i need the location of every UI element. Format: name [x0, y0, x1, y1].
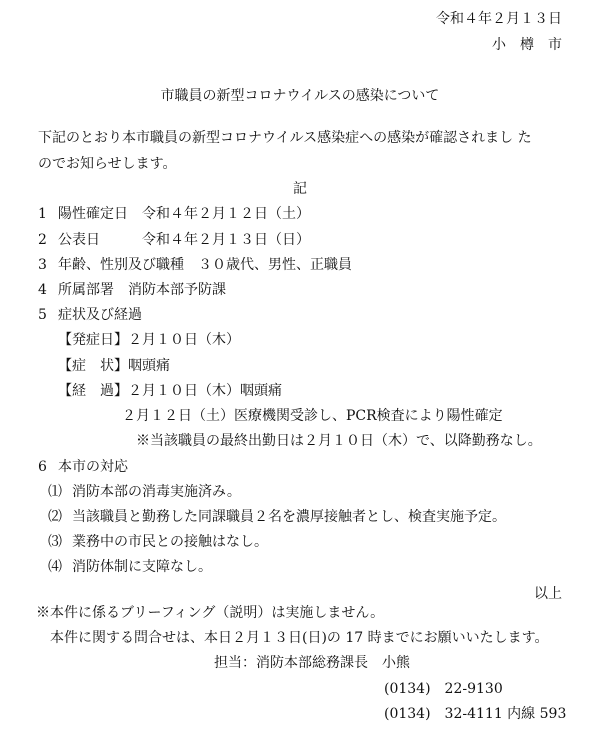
inquiry-note: 本件に関する問合せは、本日２月１３日(日)の 17 時までにお願いいたします。 — [50, 630, 549, 646]
response-item: 当該職員と勤務した同課職員２名を濃厚接触者とし、検査実施予定。 — [72, 509, 506, 525]
ki-heading: 記 — [293, 181, 307, 197]
item-number: 2 — [38, 232, 47, 248]
item-number: 3 — [38, 257, 47, 273]
item-department: 所属部署 消防本部予防課 — [58, 282, 226, 298]
symptom-course-3: ※当該職員の最終出勤日は２月１０日（木）で、以降勤務なし。 — [136, 433, 542, 449]
symptom-course-2: ２月１２日（土）医療機関受診し、PCR検査により陽性確定 — [122, 408, 503, 424]
item-number: 4 — [38, 282, 47, 298]
briefing-note: ※本件に係るブリーフィング（説明）は実施しません。 — [36, 605, 385, 621]
symptom-course-1: 【経 過】２月１０日（木）咽頭痛 — [58, 383, 282, 399]
document-title: 市職員の新型コロナウイルスの感染について — [160, 88, 440, 104]
intro-line-2: のでお知らせします。 — [38, 156, 177, 172]
response-number: ⑴ — [48, 484, 62, 500]
contact-phone-2: (0134) 32-4111 内線 593 — [384, 706, 567, 722]
item-age-gender-role: 年齢、性別及び職種 ３０歳代、男性、正職員 — [58, 257, 352, 273]
response-item: 消防本部の消毒実施済み。 — [72, 484, 241, 500]
response-heading: 本市の対応 — [58, 459, 128, 475]
response-item: 業務中の市民との接触はなし。 — [72, 534, 268, 550]
response-number: ⑵ — [48, 509, 62, 525]
response-item: 消防体制に支障なし。 — [72, 559, 212, 575]
contact-phone-1: (0134) 22-9130 — [384, 681, 503, 697]
item-positive-date: 陽性確定日 令和４年２月１２日（土） — [58, 206, 310, 222]
response-number: ⑶ — [48, 534, 62, 550]
issue-date: 令和４年２月１３日 — [436, 11, 562, 27]
issuer-name: 小 樽 市 — [492, 37, 562, 53]
closing-mark: 以上 — [534, 586, 562, 602]
item-symptoms-heading: 症状及び経過 — [58, 307, 142, 323]
item-publication-date: 公表日 令和４年２月１３日（日） — [58, 232, 310, 248]
item-number: 5 — [38, 307, 47, 323]
item-number: 6 — [38, 459, 47, 475]
intro-line-1: 下記のとおり本市職員の新型コロナウイルス感染症への感染が確認されまし た — [38, 130, 532, 146]
symptom-onset: 【発症日】２月１０日（木） — [58, 332, 240, 348]
item-number: 1 — [38, 206, 47, 222]
symptom-description: 【症 状】咽頭痛 — [58, 358, 170, 374]
contact-person: 担当：消防本部総務課長 小熊 — [214, 655, 410, 671]
response-number: ⑷ — [48, 559, 62, 575]
